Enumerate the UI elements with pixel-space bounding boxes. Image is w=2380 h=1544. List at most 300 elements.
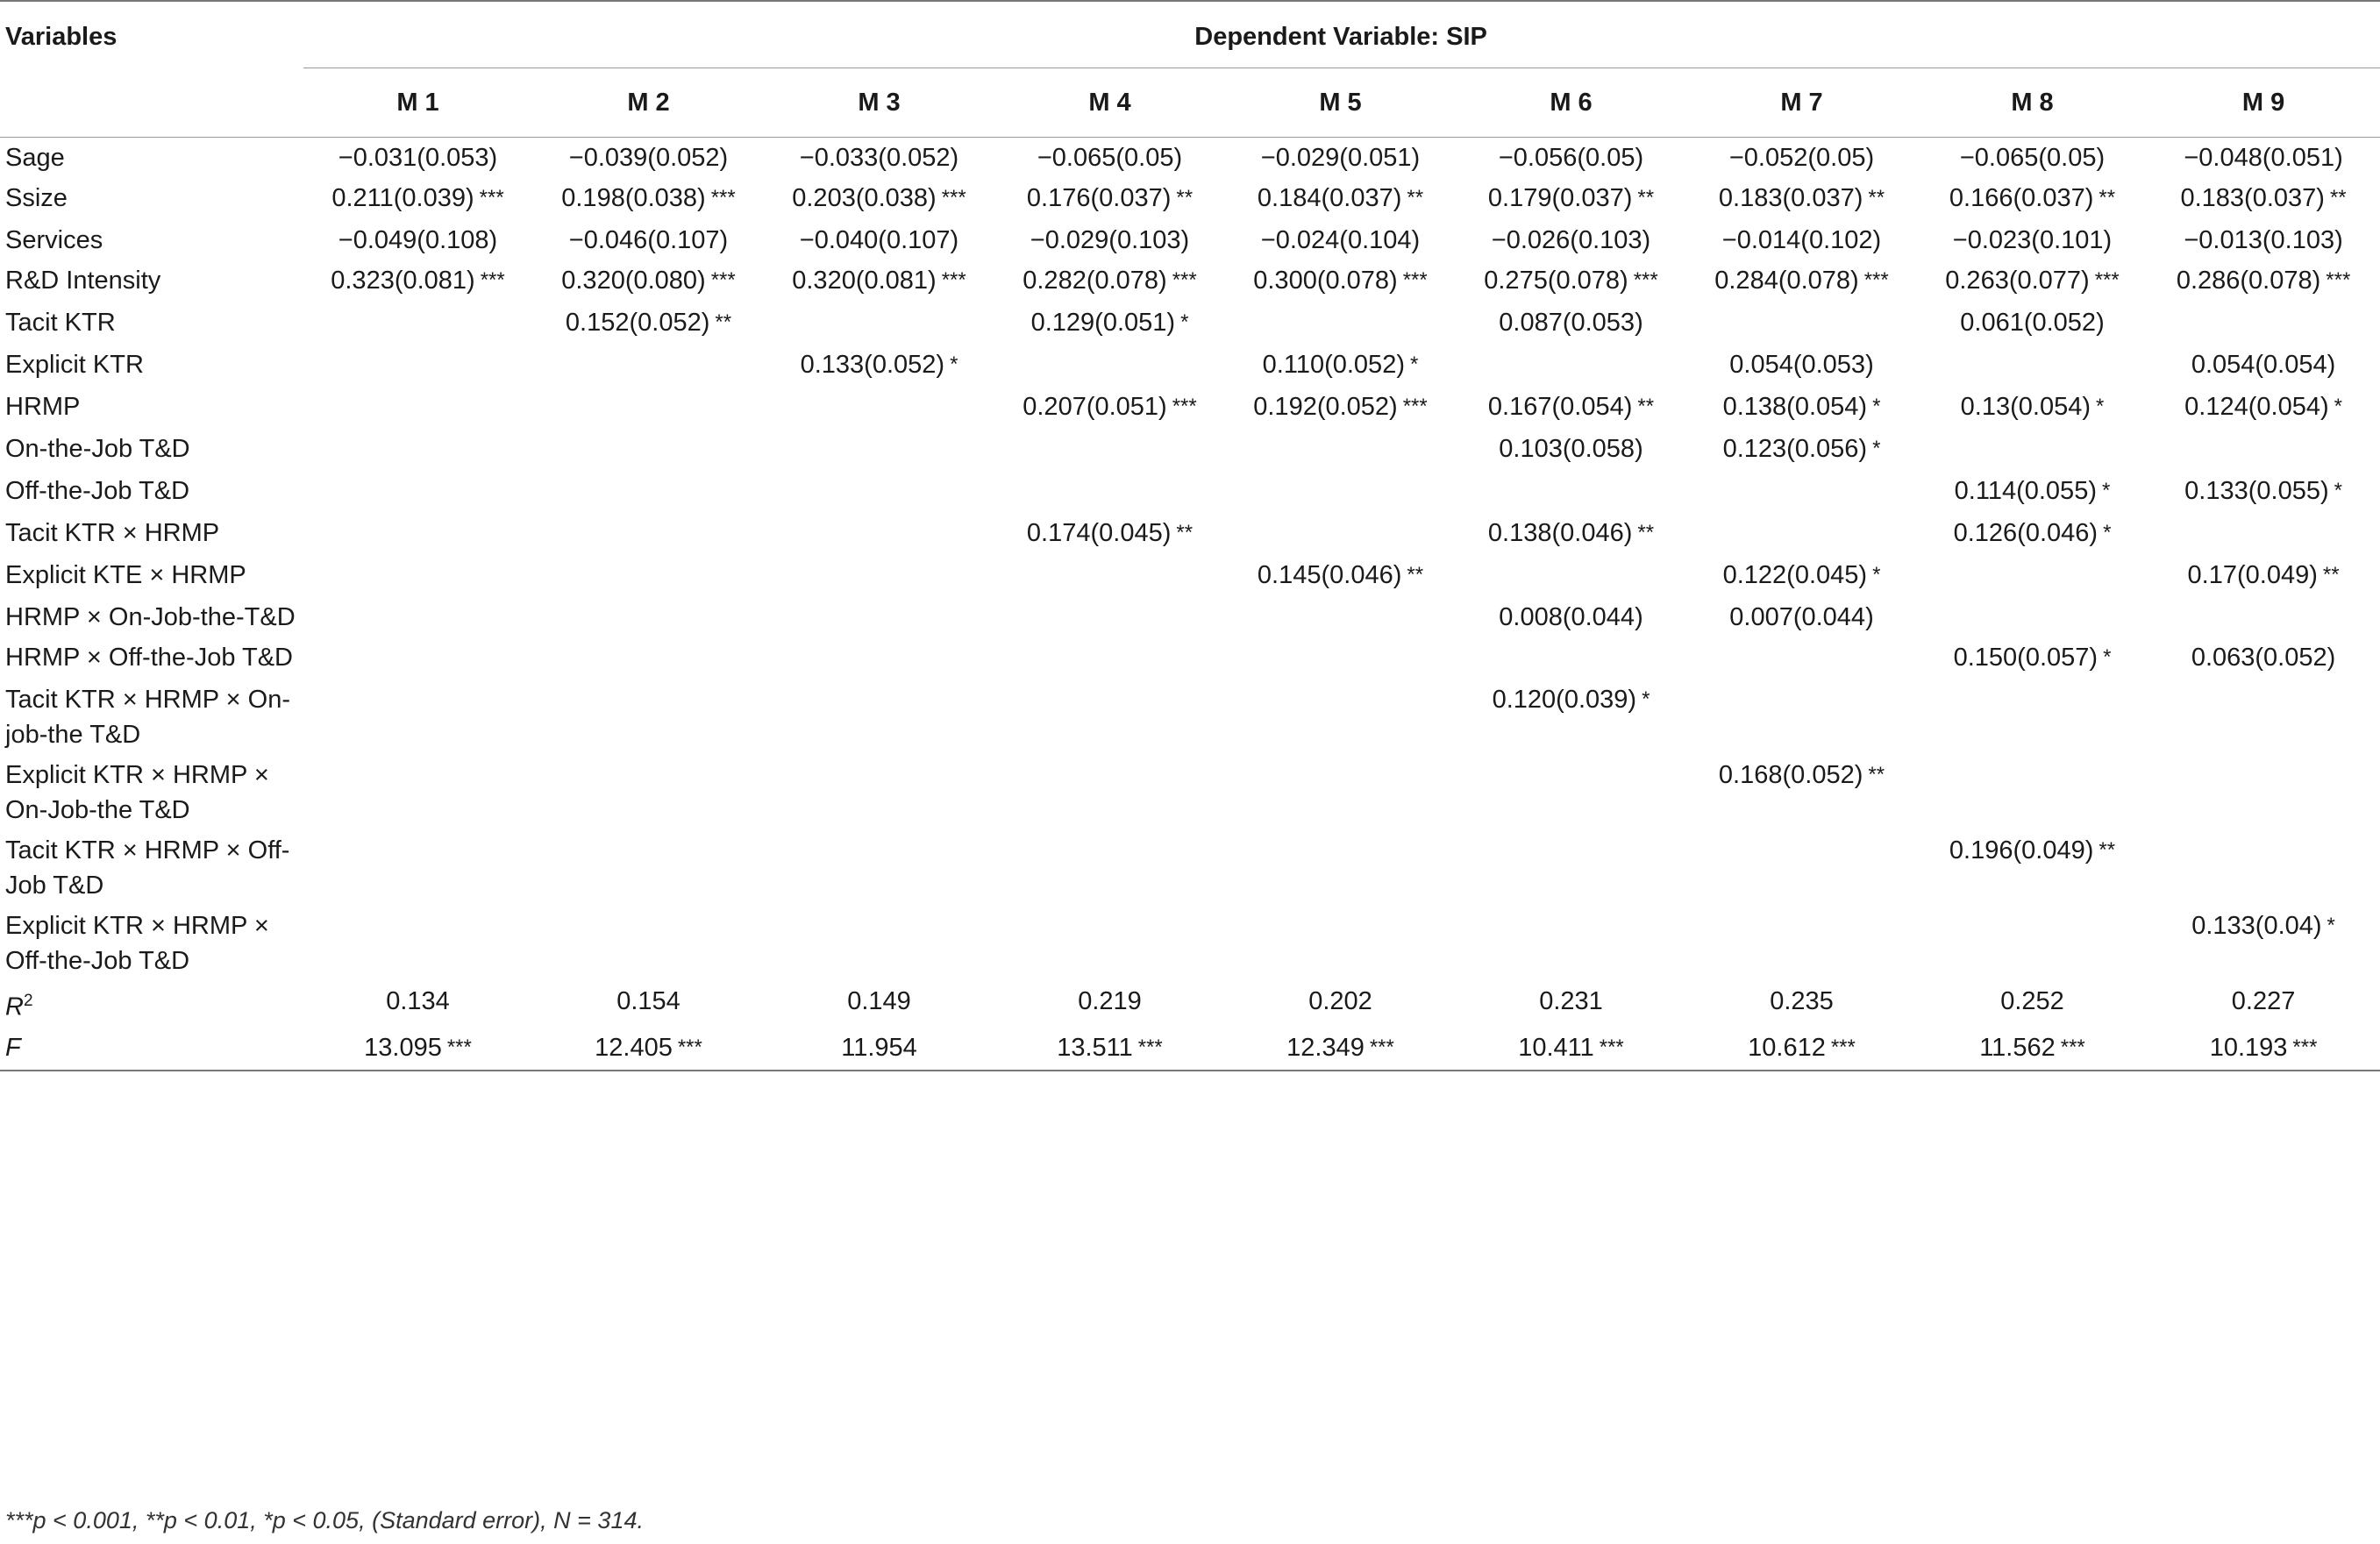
coefficient-cell <box>1226 680 1457 755</box>
coefficient-cell <box>995 302 1226 345</box>
significance-stars: * <box>2334 395 2342 418</box>
coefficient-value: 0.203(0.038) <box>792 184 937 212</box>
significance-stars: *** <box>2292 1035 2318 1059</box>
coefficient-cell <box>2148 1028 2380 1071</box>
coefficient-value: 12.405 <box>595 1033 673 1062</box>
coefficient-value: 0.174(0.045) <box>1026 519 1172 547</box>
coefficient-value: 0.008(0.044) <box>1499 603 1643 631</box>
coefficient-cell <box>534 513 765 555</box>
coefficient-cell <box>1918 471 2148 513</box>
significance-stars: * <box>950 352 958 376</box>
coefficient-cell <box>534 260 765 302</box>
coefficient-cell <box>1457 387 1687 429</box>
coefficient-value: −0.052(0.05) <box>1728 144 1875 172</box>
significance-stars: *** <box>941 186 966 210</box>
significance-stars: *** <box>2060 1035 2085 1059</box>
variable-label: On-the-Job T&D <box>5 435 190 463</box>
coefficient-cell <box>995 597 1226 637</box>
significance-stars: *** <box>1830 1035 1856 1059</box>
coefficient-value: −0.029(0.051) <box>1260 144 1421 172</box>
table-row <box>0 597 2380 637</box>
coefficient-cell <box>2148 260 2380 302</box>
coefficient-cell <box>1226 906 1457 981</box>
significance-stars: * <box>2327 914 2335 937</box>
model-header: M 2 <box>534 68 765 138</box>
coefficient-value: 0.183(0.037) <box>2180 184 2325 212</box>
table-row <box>0 429 2380 471</box>
coefficient-cell <box>1226 637 1457 680</box>
coefficient-cell <box>1918 220 2148 260</box>
r-squared-value: 0.231 <box>1539 987 1603 1015</box>
significance-stars: * <box>1872 563 1881 587</box>
significance-stars: *** <box>710 186 736 210</box>
significance-stars: *** <box>446 1035 472 1059</box>
coefficient-value: 0.114(0.055) <box>1954 477 2097 505</box>
coefficient-cell <box>2148 597 2380 637</box>
coefficient-value: 0.138(0.046) <box>1487 519 1633 547</box>
table-row <box>0 830 2380 906</box>
coefficient-value: 0.087(0.053) <box>1499 309 1643 337</box>
coefficient-cell <box>1457 178 1687 220</box>
coefficient-cell <box>1457 597 1687 637</box>
coefficient-value: 0.300(0.078) <box>1253 267 1398 295</box>
significance-stars: * <box>2103 645 2112 669</box>
coefficient-cell <box>1457 302 1687 345</box>
coefficient-cell <box>1226 755 1457 830</box>
coefficient-cell <box>1457 755 1687 830</box>
coefficient-cell <box>1226 220 1457 260</box>
variable-label: Tacit KTR <box>5 309 116 337</box>
coefficient-cell <box>765 138 995 179</box>
coefficient-cell <box>1687 1028 1918 1071</box>
coefficient-cell <box>765 1028 995 1071</box>
significance-stars: * <box>2095 395 2105 418</box>
variable-label: Explicit KTE × HRMP <box>5 561 246 589</box>
variable-label: Explicit KTR × HRMP × Off-the-Job T&D <box>5 912 269 975</box>
coefficient-value: 12.349 <box>1286 1033 1365 1062</box>
coefficient-cell <box>1687 906 1918 981</box>
coefficient-value: 0.124(0.054) <box>2184 393 2329 421</box>
variable-label: Ssize <box>5 184 68 212</box>
model-header-row <box>0 68 2380 138</box>
model-header: M 5 <box>1226 68 1457 138</box>
significance-stars: *** <box>1599 1035 1624 1059</box>
coefficient-value: 10.612 <box>1748 1033 1826 1062</box>
coefficient-value: 0.320(0.081) <box>792 267 937 295</box>
coefficient-cell <box>1226 513 1457 555</box>
coefficient-cell <box>303 513 534 555</box>
coefficient-cell <box>303 755 534 830</box>
coefficient-cell <box>1687 755 1918 830</box>
significance-stars: *** <box>480 268 505 292</box>
coefficient-cell <box>1918 755 2148 830</box>
table-footnote: ***p < 0.001, **p < 0.01, *p < 0.05, (Standard error), N = 314. <box>5 1507 644 1533</box>
coefficient-cell <box>995 755 1226 830</box>
coefficient-cell <box>995 471 1226 513</box>
significance-stars: * <box>1409 352 1419 376</box>
coefficient-value: 0.196(0.049) <box>1949 836 2094 864</box>
coefficient-cell <box>303 302 534 345</box>
significance-stars: ** <box>1868 186 1885 210</box>
table-row <box>0 260 2380 302</box>
coefficient-cell <box>2148 387 2380 429</box>
coefficient-cell <box>2148 755 2380 830</box>
coefficient-value: −0.040(0.107) <box>799 226 959 254</box>
variable-label: Sage <box>5 144 65 172</box>
variable-label: HRMP × On-Job-the-T&D <box>5 603 296 631</box>
r-squared-value: 0.202 <box>1308 987 1372 1015</box>
coefficient-value: −0.065(0.05) <box>1037 144 1183 172</box>
coefficient-value: 0.063(0.052) <box>2191 644 2336 672</box>
coefficient-cell <box>534 1028 765 1071</box>
table-body <box>0 138 2380 1071</box>
coefficient-cell <box>2148 178 2380 220</box>
coefficient-value: −0.029(0.103) <box>1030 226 1190 254</box>
coefficient-cell <box>995 680 1226 755</box>
significance-stars: * <box>1642 687 1650 711</box>
coefficient-cell <box>303 345 534 387</box>
coefficient-cell <box>765 755 995 830</box>
variable-label: Tacit KTR × HRMP × Off-Job T&D <box>5 836 290 900</box>
coefficient-value: −0.033(0.052) <box>799 144 959 172</box>
significance-stars: * <box>1872 395 1881 418</box>
r-squared-value: 0.252 <box>2000 987 2064 1015</box>
coefficient-cell <box>2148 680 2380 755</box>
r-squared-value: 0.154 <box>616 987 681 1015</box>
coefficient-value: −0.013(0.103) <box>2184 226 2343 254</box>
coefficient-cell <box>1918 637 2148 680</box>
coefficient-value: 0.183(0.037) <box>1718 184 1863 212</box>
coefficient-cell <box>534 755 765 830</box>
coefficient-cell <box>995 637 1226 680</box>
variable-label: HRMP <box>5 393 81 421</box>
significance-stars: ** <box>1868 763 1885 786</box>
coefficient-value: 11.954 <box>841 1033 917 1062</box>
coefficient-cell <box>303 220 534 260</box>
table-row <box>0 680 2380 755</box>
coefficient-value: −0.024(0.104) <box>1260 226 1421 254</box>
variable-label: Explicit KTR × HRMP × On-Job-the T&D <box>5 761 269 824</box>
coefficient-value: −0.048(0.051) <box>2184 144 2343 172</box>
coefficient-value: 10.193 <box>2209 1033 2288 1062</box>
coefficient-cell <box>2148 138 2380 179</box>
coefficient-cell <box>1226 830 1457 906</box>
coefficient-cell <box>1457 260 1687 302</box>
coefficient-cell <box>1457 138 1687 179</box>
variable-label: Off-the-Job T&D <box>5 477 190 505</box>
r-squared-exponent: 2 <box>23 992 33 1010</box>
coefficient-cell <box>1687 555 1918 597</box>
table-row <box>0 387 2380 429</box>
coefficient-value: 13.511 <box>1057 1033 1133 1062</box>
coefficient-value: 0.323(0.081) <box>331 267 475 295</box>
coefficient-cell <box>534 138 765 179</box>
coefficient-cell <box>1457 555 1687 597</box>
table-row <box>0 178 2380 220</box>
coefficient-cell <box>2148 345 2380 387</box>
significance-stars: ** <box>1407 186 1424 210</box>
coefficient-cell <box>1687 220 1918 260</box>
significance-stars: ** <box>1407 563 1424 587</box>
significance-stars: *** <box>2326 268 2351 292</box>
coefficient-cell <box>2148 830 2380 906</box>
coefficient-cell <box>1457 637 1687 680</box>
coefficient-cell <box>765 680 995 755</box>
coefficient-cell <box>1918 1028 2148 1071</box>
coefficient-cell <box>765 429 995 471</box>
coefficient-cell <box>1918 513 2148 555</box>
coefficient-cell <box>1687 680 1918 755</box>
coefficient-cell <box>1687 138 1918 179</box>
significance-stars: ** <box>1637 521 1655 544</box>
coefficient-cell <box>995 429 1226 471</box>
model-header: M 6 <box>1457 68 1687 138</box>
coefficient-cell <box>765 302 995 345</box>
coefficient-cell <box>1226 429 1457 471</box>
significance-stars: ** <box>1176 521 1194 544</box>
coefficient-cell <box>1226 138 1457 179</box>
coefficient-cell <box>534 555 765 597</box>
coefficient-value: 0.13(0.054) <box>1960 393 2091 421</box>
coefficient-cell <box>995 513 1226 555</box>
coefficient-cell <box>1918 345 2148 387</box>
coefficient-value: 0.179(0.037) <box>1487 184 1633 212</box>
table-row <box>0 555 2380 597</box>
coefficient-value: −0.049(0.108) <box>338 226 498 254</box>
coefficient-cell <box>2148 429 2380 471</box>
coefficient-cell <box>765 220 995 260</box>
significance-stars: * <box>2103 521 2112 544</box>
significance-stars: *** <box>1137 1035 1163 1059</box>
coefficient-cell <box>995 345 1226 387</box>
table-row <box>0 637 2380 680</box>
coefficient-value: 0.150(0.057) <box>1953 644 2099 672</box>
significance-stars: ** <box>2099 838 2116 862</box>
coefficient-value: 0.007(0.044) <box>1729 603 1874 631</box>
coefficient-value: −0.046(0.107) <box>568 226 729 254</box>
coefficient-cell <box>1226 597 1457 637</box>
variable-label: Explicit KTR <box>5 351 144 379</box>
coefficient-value: 0.192(0.052) <box>1253 393 1398 421</box>
coefficient-value: 0.133(0.04) <box>2191 912 2322 940</box>
coefficient-cell <box>534 178 765 220</box>
coefficient-cell <box>1457 429 1687 471</box>
coefficient-value: 0.126(0.046) <box>1953 519 2099 547</box>
significance-stars: * <box>1180 310 1189 334</box>
coefficient-cell <box>1457 680 1687 755</box>
coefficient-value: −0.023(0.101) <box>1952 226 2113 254</box>
significance-stars: ** <box>1637 395 1655 418</box>
coefficient-value: 0.176(0.037) <box>1026 184 1172 212</box>
model-header: M 1 <box>303 68 534 138</box>
coefficient-cell <box>1687 830 1918 906</box>
coefficient-cell <box>534 345 765 387</box>
coefficient-cell <box>534 637 765 680</box>
coefficient-value: 0.275(0.078) <box>1484 267 1628 295</box>
coefficient-cell <box>534 597 765 637</box>
coefficient-cell <box>1226 260 1457 302</box>
coefficient-cell <box>534 302 765 345</box>
coefficient-value: 0.054(0.053) <box>1729 351 1874 379</box>
significance-stars: *** <box>2094 268 2120 292</box>
coefficient-cell <box>995 906 1226 981</box>
r-squared-value: 0.227 <box>2231 987 2296 1015</box>
variable-label: Tacit KTR × HRMP <box>5 519 220 547</box>
coefficient-value: 0.211(0.039) <box>331 184 474 212</box>
model-header: M 9 <box>2148 68 2380 138</box>
coefficient-value: 0.263(0.077) <box>1945 267 2090 295</box>
coefficient-value: 0.123(0.056) <box>1722 435 1868 463</box>
coefficient-cell <box>534 830 765 906</box>
coefficient-cell <box>995 260 1226 302</box>
coefficient-value: 0.110(0.052) <box>1262 351 1405 379</box>
coefficient-cell <box>534 429 765 471</box>
coefficient-cell <box>303 680 534 755</box>
coefficient-cell <box>303 1028 534 1071</box>
coefficient-value: 0.054(0.054) <box>2191 351 2336 379</box>
coefficient-cell <box>765 387 995 429</box>
variable-label: R&D Intensity <box>5 267 161 295</box>
coefficient-cell <box>1226 555 1457 597</box>
coefficient-cell <box>1457 513 1687 555</box>
r-squared-label <box>0 981 303 1028</box>
dependent-variable-header: Dependent Variable: SIP <box>1194 23 1487 51</box>
coefficient-cell <box>1226 387 1457 429</box>
coefficient-cell <box>1918 680 2148 755</box>
r-squared-value: 0.134 <box>386 987 450 1015</box>
coefficient-cell <box>1918 597 2148 637</box>
coefficient-value: 0.207(0.051) <box>1023 393 1167 421</box>
table-row <box>0 302 2380 345</box>
coefficient-value: −0.056(0.05) <box>1498 144 1644 172</box>
coefficient-value: 0.133(0.055) <box>2184 477 2329 505</box>
coefficient-value: 0.166(0.037) <box>1949 184 2094 212</box>
coefficient-cell <box>995 138 1226 179</box>
coefficient-cell <box>2148 906 2380 981</box>
coefficient-value: 0.320(0.080) <box>561 267 706 295</box>
coefficient-cell <box>995 387 1226 429</box>
coefficient-value: 0.184(0.037) <box>1257 184 1402 212</box>
significance-stars: * <box>2101 479 2111 502</box>
model-header: M 7 <box>1687 68 1918 138</box>
coefficient-cell <box>1226 1028 1457 1071</box>
coefficient-value: 0.168(0.052) <box>1718 761 1863 789</box>
coefficient-cell <box>1918 555 2148 597</box>
coefficient-cell <box>534 906 765 981</box>
coefficient-cell <box>303 429 534 471</box>
coefficient-cell <box>1918 906 2148 981</box>
table-row <box>0 471 2380 513</box>
coefficient-cell <box>1687 429 1918 471</box>
coefficient-cell <box>1918 138 2148 179</box>
variable-label: HRMP × Off-the-Job T&D <box>5 644 293 672</box>
significance-stars: ** <box>2322 563 2340 587</box>
coefficient-cell <box>303 555 534 597</box>
coefficient-cell <box>1457 830 1687 906</box>
significance-stars: ** <box>2329 186 2347 210</box>
significance-stars: *** <box>1402 268 1428 292</box>
coefficient-cell <box>1457 471 1687 513</box>
significance-stars: *** <box>1863 268 1889 292</box>
coefficient-cell <box>995 220 1226 260</box>
coefficient-cell <box>1687 387 1918 429</box>
coefficient-value: −0.031(0.053) <box>338 144 498 172</box>
coefficient-cell <box>1918 178 2148 220</box>
coefficient-cell <box>1226 471 1457 513</box>
significance-stars: ** <box>1176 186 1194 210</box>
coefficient-value: 0.138(0.054) <box>1722 393 1868 421</box>
coefficient-value: 0.120(0.039) <box>1492 686 1637 714</box>
table-row <box>0 755 2380 830</box>
coefficient-cell <box>303 906 534 981</box>
r-squared-value: 0.149 <box>847 987 911 1015</box>
coefficient-cell <box>765 260 995 302</box>
coefficient-value: 0.129(0.051) <box>1030 309 1176 337</box>
coefficient-cell <box>303 637 534 680</box>
significance-stars: *** <box>677 1035 702 1059</box>
coefficient-cell <box>1226 302 1457 345</box>
r-squared-value: 0.219 <box>1078 987 1142 1015</box>
coefficient-cell <box>2148 302 2380 345</box>
table-row <box>0 220 2380 260</box>
coefficient-cell <box>1687 302 1918 345</box>
coefficient-value: 10.411 <box>1518 1033 1594 1062</box>
coefficient-cell <box>2148 220 2380 260</box>
coefficient-cell <box>2148 471 2380 513</box>
coefficient-cell <box>995 555 1226 597</box>
coefficient-cell <box>1918 429 2148 471</box>
table-row <box>0 345 2380 387</box>
coefficient-value: 0.17(0.049) <box>2187 561 2318 589</box>
coefficient-cell <box>1918 302 2148 345</box>
significance-stars: ** <box>715 310 732 334</box>
variable-label: Tacit KTR × HRMP × On-job-the T&D <box>5 686 290 749</box>
coefficient-value: −0.026(0.103) <box>1491 226 1651 254</box>
coefficient-cell <box>765 637 995 680</box>
table-row <box>0 906 2380 981</box>
significance-stars: *** <box>941 268 966 292</box>
coefficient-cell <box>1457 906 1687 981</box>
coefficient-cell <box>2148 637 2380 680</box>
significance-stars: *** <box>1172 395 1197 418</box>
coefficient-cell <box>995 830 1226 906</box>
significance-stars: *** <box>479 186 504 210</box>
coefficient-cell <box>303 471 534 513</box>
significance-stars: *** <box>1172 268 1197 292</box>
coefficient-value: 11.562 <box>1979 1033 2056 1062</box>
model-header: M 3 <box>765 68 995 138</box>
coefficient-value: −0.014(0.102) <box>1721 226 1882 254</box>
significance-stars: *** <box>1402 395 1428 418</box>
coefficient-cell <box>1687 345 1918 387</box>
variables-header: Variables <box>5 23 118 51</box>
significance-stars: ** <box>2099 186 2116 210</box>
coefficient-cell <box>1687 178 1918 220</box>
coefficient-cell <box>1687 260 1918 302</box>
coefficient-cell <box>995 178 1226 220</box>
coefficient-cell <box>1687 513 1918 555</box>
significance-stars: *** <box>710 268 736 292</box>
model-header: M 4 <box>995 68 1226 138</box>
f-statistic-row <box>0 1028 2380 1071</box>
table-row <box>0 513 2380 555</box>
significance-stars: * <box>1872 437 1881 460</box>
coefficient-cell <box>765 178 995 220</box>
coefficient-value: 0.167(0.054) <box>1487 393 1633 421</box>
coefficient-cell <box>534 387 765 429</box>
coefficient-cell <box>1918 830 2148 906</box>
variable-label: Services <box>5 226 103 254</box>
